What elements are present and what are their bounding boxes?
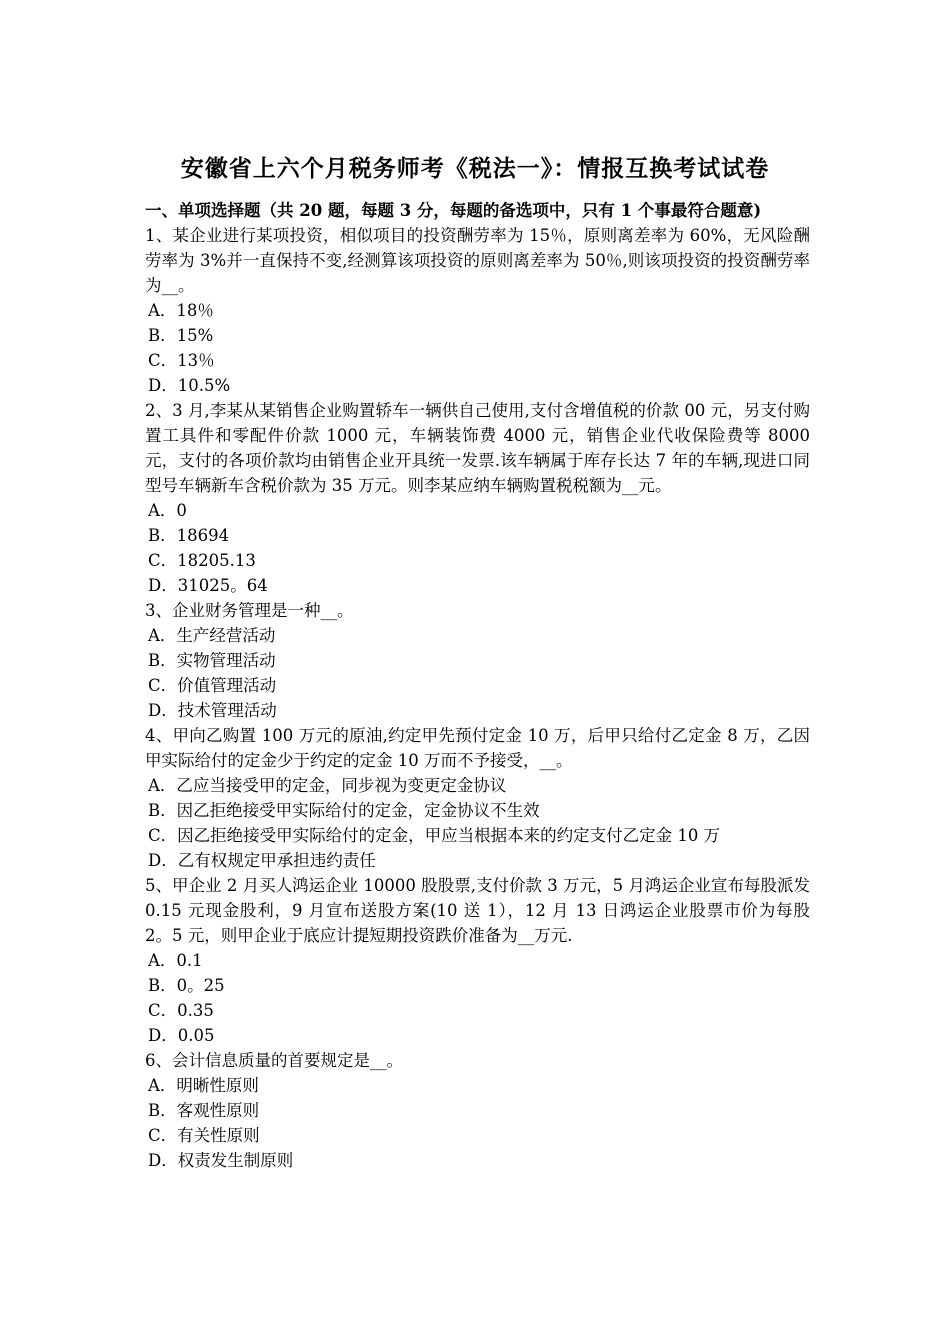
option-d: D．技术管理活动 [148, 701, 277, 720]
question-stem: 2、3 月,李某从某销售企业购置轿车一辆供自己使用,支付含增值税的价款 00 元，另支付购置工具件和零配件价款 1000 元，车辆装饰费 4000 元，销售企业代收保险费等 8000 元，支付的各项价款均由销售企业开具统一发票.该车辆属于库存长达 7 年的车辆,现进口同型号车辆新车含税价款为 35 万元。则李某应纳车辆购置税税额为__元。 [145, 401, 810, 495]
option-d: D．10.5% [148, 376, 231, 395]
question-3 [145, 598, 810, 723]
option-a: A．0 [148, 501, 187, 520]
option-b: B．因乙拒绝接受甲实际给付的定金，定金协议不生效 [148, 801, 540, 820]
question-2 [145, 398, 810, 598]
option-b: B．客观性原则 [148, 1101, 260, 1120]
option-a: A．18％ [148, 301, 214, 320]
option-d: D．0.05 [148, 1026, 215, 1045]
option-a: A．生产经营活动 [148, 626, 276, 645]
option-d: D．31025。64 [148, 576, 268, 595]
option-d: D．乙有权规定甲承担违约责任 [148, 851, 376, 870]
question-stem: 6、会计信息质量的首要规定是__。 [145, 1051, 403, 1070]
section-heading: 一、单项选择题（共 20 题，每题 3 分，每题的备选项中，只有 1 个事最符合题意) [145, 201, 762, 220]
document-title: 安徽省上六个月税务师考《税法一》：情报互换考试试卷 [180, 155, 770, 182]
option-b: B．0。25 [148, 976, 225, 995]
question-4 [145, 723, 810, 873]
option-a: A．明晰性原则 [148, 1076, 259, 1095]
option-b: B．15% [148, 326, 214, 345]
option-b: B．18694 [148, 526, 230, 545]
option-a: A．乙应当接受甲的定金，同步视为变更定金协议 [148, 776, 507, 795]
question-stem: 5、甲企业 2 月买人鸿运企业 10000 股股票,支付价款 3 万元，5 月鸿运企业宣布每股派发 0.15 元现金股利，9 月宣布送股方案(10 送 1），12 月 13 日鸿运企业股票市价为每股 2。5 元，则甲企业于底应计提短期投资跌价准备为__万元. [145, 876, 810, 945]
option-c: C．价值管理活动 [148, 676, 277, 695]
option-a: A．0.1 [148, 951, 203, 970]
document-body [145, 198, 810, 1173]
question-stem: 3、企业财务管理是一种__。 [145, 601, 354, 620]
option-c: C．13％ [148, 351, 215, 370]
question-6 [145, 1048, 810, 1173]
question-1 [145, 223, 810, 398]
option-c: C．18205.13 [148, 551, 256, 570]
question-stem: 1、某企业进行某项投资，相似项目的投资酬劳率为 15％，原则离差率为 60%，无风险酬劳率为 3%并一直保持不变,经测算该项投资的原则离差率为 50％,则该项投资的投资酬劳率为__。 [145, 226, 810, 295]
option-b: B．实物管理活动 [148, 651, 276, 670]
question-stem: 4、甲向乙购置 100 万元的原油,约定甲先预付定金 10 万，后甲只给付乙定金 8 万，乙因甲实际给付的定金少于约定的定金 10 万而不予接受，__。 [145, 726, 810, 770]
question-5 [145, 873, 810, 1048]
option-c: C．因乙拒绝接受甲实际给付的定金，甲应当根据本来的约定支付乙定金 10 万 [148, 826, 721, 845]
option-c: C．有关性原则 [148, 1126, 260, 1145]
option-c: C．0.35 [148, 1001, 214, 1020]
option-d: D．权责发生制原则 [148, 1151, 294, 1170]
